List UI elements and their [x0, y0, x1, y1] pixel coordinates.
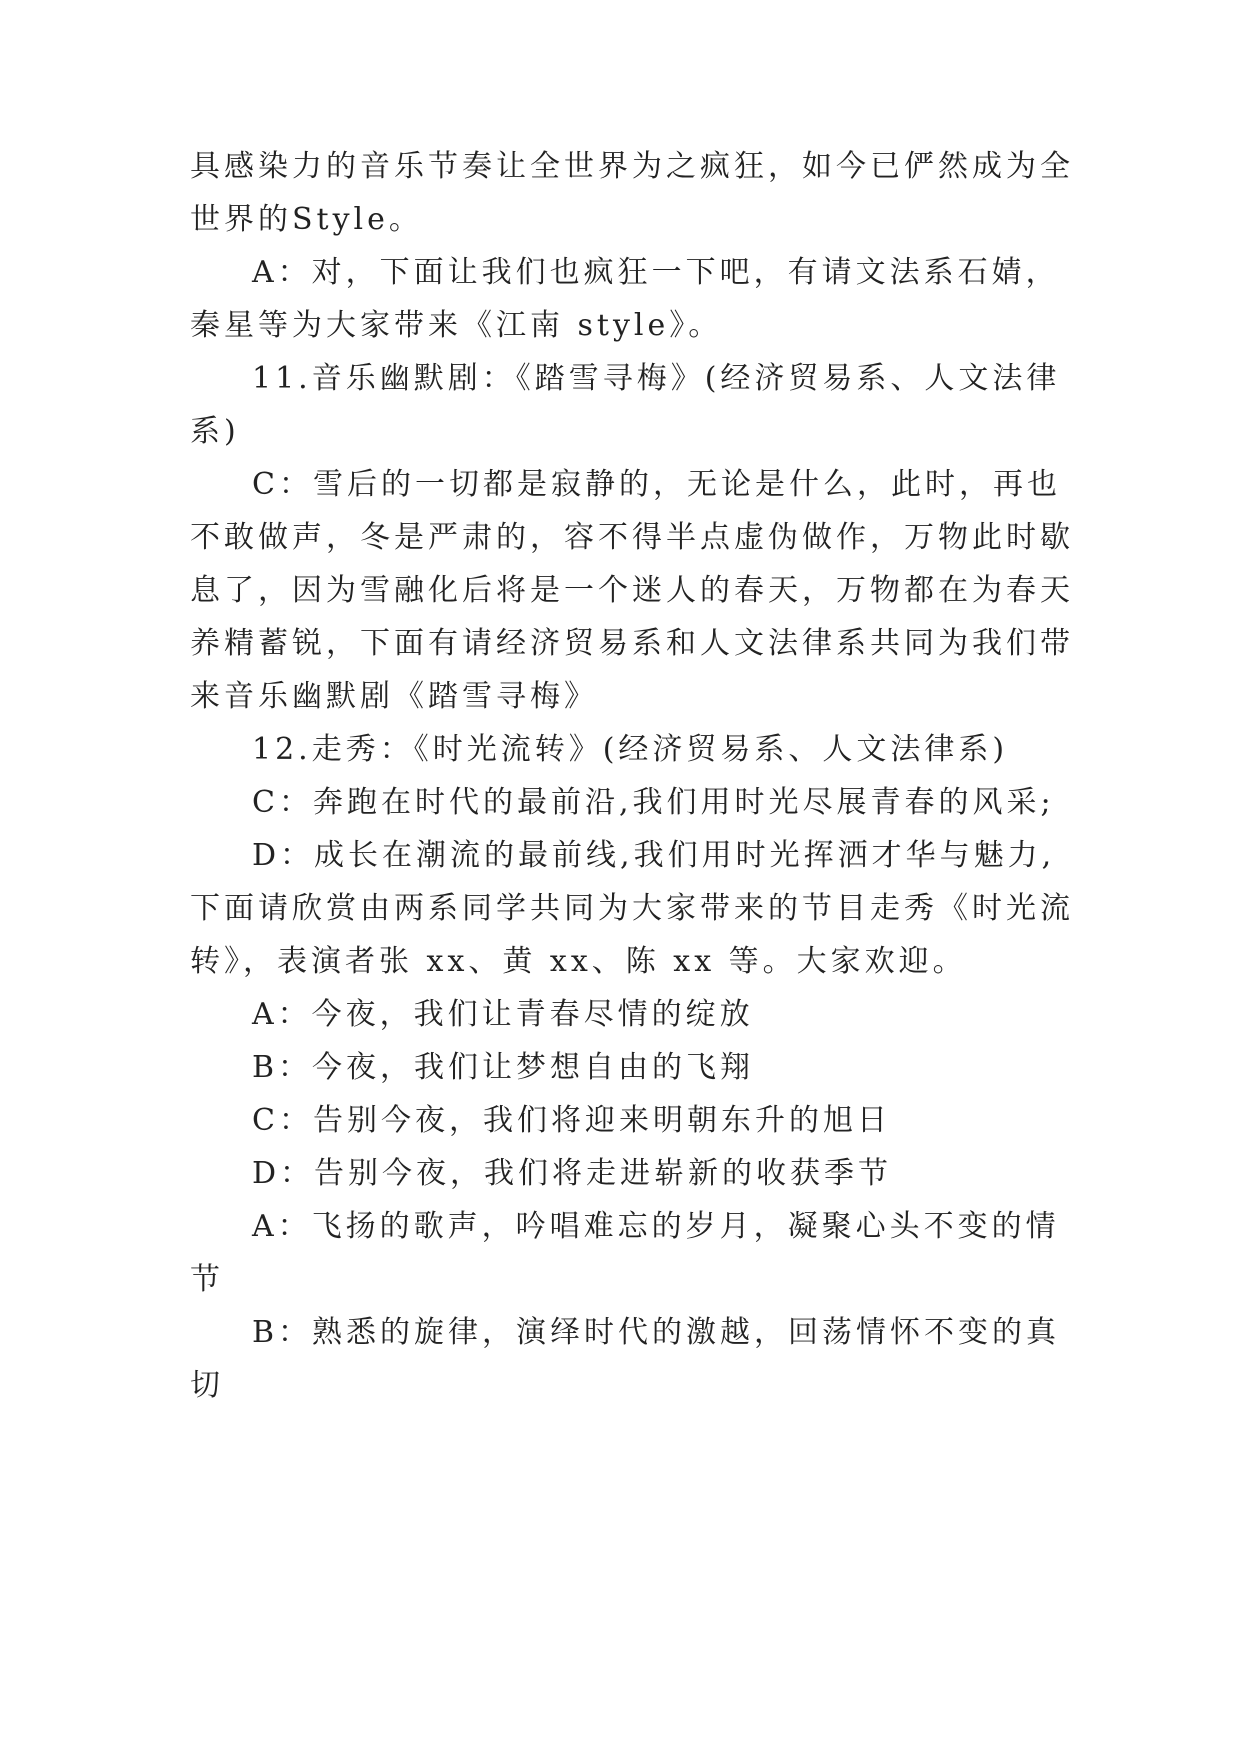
- text-line: 具感染力的音乐节奏让全世界为之疯狂，如今已俨然成为全: [190, 149, 1074, 184]
- text-line: 系): [190, 414, 240, 449]
- text-line: B：熟悉的旋律，演绎时代的激越，回荡情怀不变的真: [252, 1315, 1061, 1350]
- text-line: 息了，因为雪融化后将是一个迷人的春天，万物都在为春天: [190, 573, 1074, 608]
- text-line: C：奔跑在时代的最前沿,我们用时光尽展青春的风采;: [252, 785, 1055, 820]
- text-line: 转》，表演者张 xx、黄 xx、陈 xx 等。大家欢迎。: [190, 944, 967, 979]
- text-line: 切: [190, 1368, 224, 1403]
- text-line: 节: [190, 1262, 224, 1297]
- text-line: 来音乐幽默剧《踏雪寻梅》: [190, 679, 598, 714]
- text-line: A：对，下面让我们也疯狂一下吧，有请文法系石婧，: [252, 255, 1060, 290]
- text-line: 秦星等为大家带来《江南 style》。: [190, 308, 723, 343]
- text-line: 下面请欣赏由两系同学共同为大家带来的节目走秀《时光流: [190, 891, 1074, 926]
- text-line: 11.音乐幽默剧：《踏雪寻梅》(经济贸易系、人文法律: [252, 361, 1061, 396]
- text-line: B：今夜，我们让梦想自由的飞翔: [252, 1050, 755, 1085]
- text-line: A：今夜，我们让青春尽情的绽放: [252, 997, 754, 1032]
- text-line: A：飞扬的歌声，吟唱难忘的岁月，凝聚心头不变的情: [252, 1209, 1060, 1244]
- text-line: C：雪后的一切都是寂静的，无论是什么，此时，再也: [252, 467, 1061, 502]
- text-line: 世界的Style。: [190, 202, 423, 237]
- text-line: D：成长在潮流的最前线,我们用时光挥洒才华与魅力,: [252, 838, 1056, 873]
- text-line: C：告别今夜，我们将迎来明朝东升的旭日: [252, 1103, 891, 1138]
- text-line: 养精蓄锐，下面有请经济贸易系和人文法律系共同为我们带: [190, 626, 1074, 661]
- text-line: D：告别今夜，我们将走进崭新的收获季节: [252, 1156, 893, 1191]
- text-line: 12.走秀：《时光流转》(经济贸易系、人文法律系): [252, 732, 1009, 767]
- text-line: 不敢做声，冬是严肃的，容不得半点虚伪做作，万物此时歇: [190, 520, 1074, 555]
